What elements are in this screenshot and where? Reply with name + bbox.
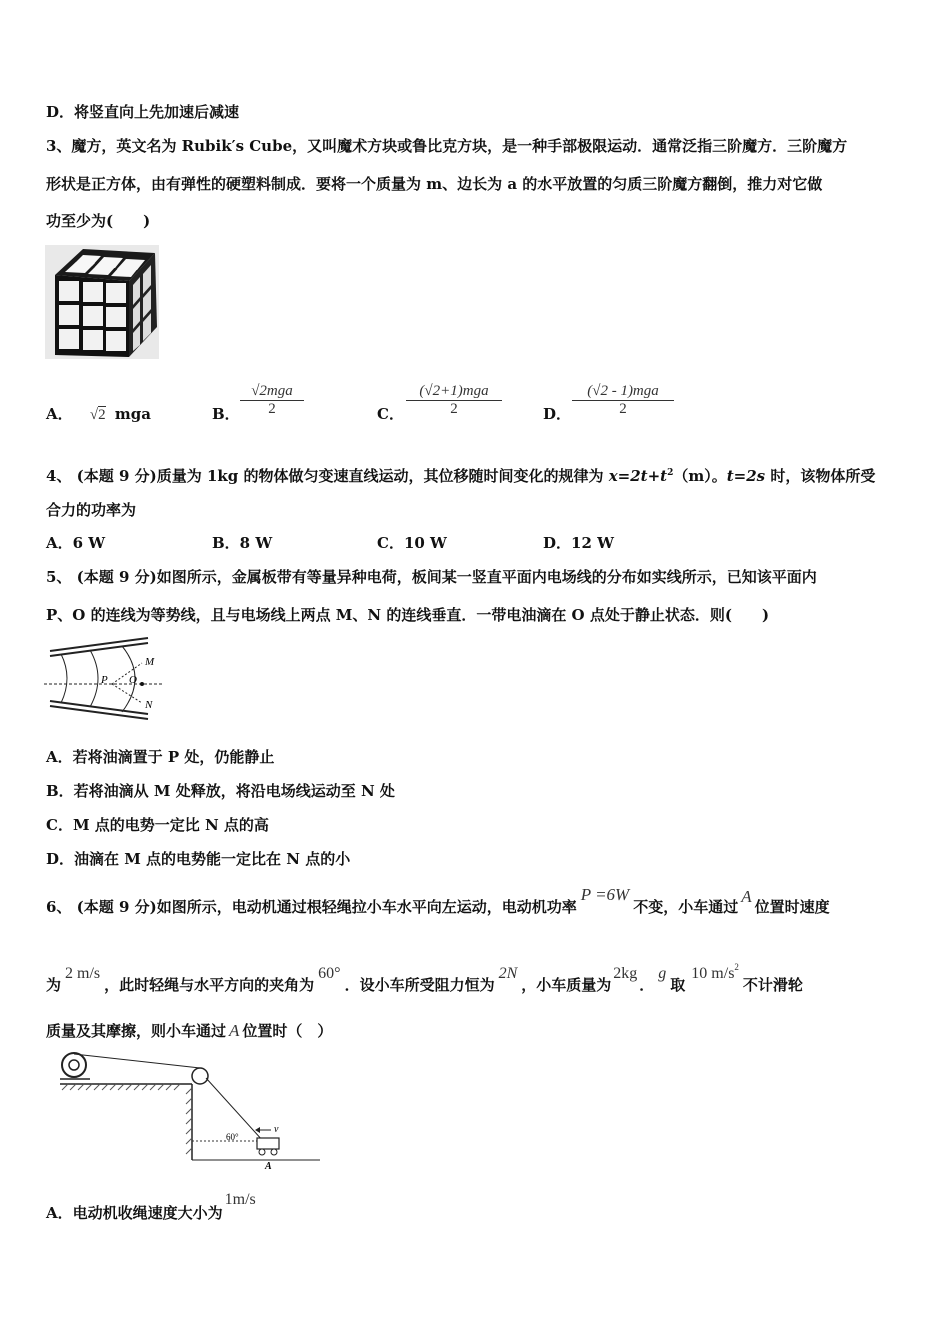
q6-stem-line2: [46, 962, 803, 997]
q3-option-b-label[interactable]: B．: [212, 405, 240, 423]
q3-option-d-denominator: 2: [619, 401, 627, 417]
q4-unit: （m）。: [673, 467, 727, 485]
q6-text-3b: 位置时（ ）: [242, 1022, 333, 1040]
q6-power: P =6W: [580, 885, 630, 904]
q4-option-d[interactable]: D．12 W: [543, 534, 614, 552]
q6-position-a: A: [741, 887, 752, 906]
q4-stem-line1: [46, 462, 875, 487]
q3-option-a-label: A．: [46, 405, 73, 423]
q3-option-c-denominator: 2: [450, 401, 458, 417]
q3-option-b-denominator: 2: [268, 401, 276, 417]
q6-text-2e: ．: [639, 976, 655, 994]
label-m: M: [145, 656, 155, 668]
q6-text-1a: 6、 (本题 9 分)如图所示，电动机通过根轻绳拉小车水平向左运动，电动机功率: [46, 898, 577, 916]
q4-option-c[interactable]: C．10 W: [377, 534, 447, 552]
q3-option-b-numerator: √2mga: [240, 383, 304, 401]
q6-g: g: [658, 965, 667, 982]
q3-option-a[interactable]: A． √2 mga: [46, 405, 151, 423]
q5-option-b[interactable]: B．若将油滴从 M 处释放，将沿电场线运动至 N 处: [46, 782, 395, 800]
q3-option-c-fraction: [406, 383, 502, 418]
q3-stem-line1: 3、魔方，英文名为 Rubik′s Cube，又叫魔术方块或鲁比克方块，是一种手部极限运动．通常泛指三阶魔方．三阶魔方: [46, 137, 848, 155]
q3-option-b-fraction: [240, 383, 304, 418]
q4-formula-exponent: 2: [667, 468, 674, 478]
q6-option-a-value: 1m/s: [224, 1191, 256, 1208]
q6-text-1b: 不变，小车通过: [633, 898, 739, 916]
q4-option-a[interactable]: A．6 W: [46, 534, 106, 552]
q6-position-a-2: A: [229, 1021, 240, 1040]
q6-text-2d: ，小车质量为: [521, 976, 612, 994]
motor-pulley-diagram: [54, 1048, 322, 1174]
q3-option-a-root: 2: [98, 407, 106, 423]
q4-prefix: 4、 (本题 9 分)质量为 1kg 的物体做匀变速直线运动，其位移随时间变化的规律为: [46, 467, 609, 485]
q4-stem-line2: 合力的功率为: [46, 501, 137, 519]
q2-option-d: D．将竖直向上先加速后减速: [46, 103, 240, 121]
label-angle: 60°: [226, 1132, 239, 1142]
label-a: A: [265, 1161, 272, 1172]
q4-time: t=2s: [726, 467, 766, 485]
label-n: N: [145, 699, 153, 711]
q3-option-c-label[interactable]: C．: [377, 405, 404, 423]
q6-text-1c: 位置时速度: [754, 898, 830, 916]
rubiks-cube-image: [45, 245, 159, 359]
q4-suffix: 时，该物体所受: [765, 467, 876, 485]
q6-force: 2N: [498, 965, 518, 982]
q5-option-a[interactable]: A．若将油滴置于 P 处，仍能静止: [46, 748, 275, 766]
q3-option-d-fraction: [572, 383, 674, 418]
q6-option-a-label: A．电动机收绳速度大小为: [46, 1204, 223, 1222]
q3-option-d-numerator: (√2 - 1)mga: [572, 383, 674, 401]
label-v: v: [274, 1124, 279, 1135]
q6-g-value: 10 m/s: [691, 965, 735, 982]
q6-mass: 2kg: [613, 965, 638, 982]
q5-stem-line2: P、O 的连线为等势线，且与电场线上两点 M、N 的连线垂直．一带电油滴在 O 点处于静止状态．则( ): [46, 606, 770, 624]
q6-text-3a: 质量及其摩擦，则小车通过: [46, 1022, 227, 1040]
q5-option-c[interactable]: C．M 点的电势一定比 N 点的高: [46, 816, 269, 834]
q3-option-a-value: mga: [114, 405, 151, 423]
q3-option-d-label[interactable]: D．: [543, 405, 572, 423]
q4-option-b[interactable]: B．8 W: [212, 534, 273, 552]
q3-stem-line3: 功至少为( ): [46, 212, 151, 230]
q6-stem-line3: [46, 1020, 332, 1042]
q3-option-c-numerator: (√2+1)mga: [406, 383, 502, 401]
label-o: O: [129, 674, 137, 686]
q6-text-2g: 不计滑轮: [742, 976, 803, 994]
q6-g-exponent: 2: [734, 962, 739, 972]
q6-stem-line1: [46, 885, 830, 918]
label-p: P: [101, 674, 108, 686]
q4-formula: x=2t+t: [608, 467, 668, 485]
q6-text-2f: 取: [670, 976, 686, 994]
q6-text-2c: ．设小车所受阻力恒为: [344, 976, 495, 994]
q6-text-2b: ，此时轻绳与水平方向的夹角为: [104, 976, 315, 994]
electric-field-diagram: [44, 636, 166, 726]
q6-option-a[interactable]: [46, 1191, 256, 1225]
q6-text-2a: 为: [46, 976, 62, 994]
q5-option-d[interactable]: D．油滴在 M 点的电势能一定比在 N 点的小: [46, 850, 351, 868]
q6-angle: 60°: [318, 965, 341, 982]
q5-stem-line1: 5、 (本题 9 分)如图所示，金属板带有等量异种电荷，板间某一竖直平面内电场线的分布如实线所示，已知该平面内: [46, 568, 817, 586]
q6-speed: 2 m/s: [65, 965, 101, 982]
q3-stem-line2: 形状是正方体，由有弹性的硬塑料制成．要将一个质量为 m、边长为 a 的水平放置的匀质三阶魔方翻倒，推力对它做: [46, 175, 823, 193]
